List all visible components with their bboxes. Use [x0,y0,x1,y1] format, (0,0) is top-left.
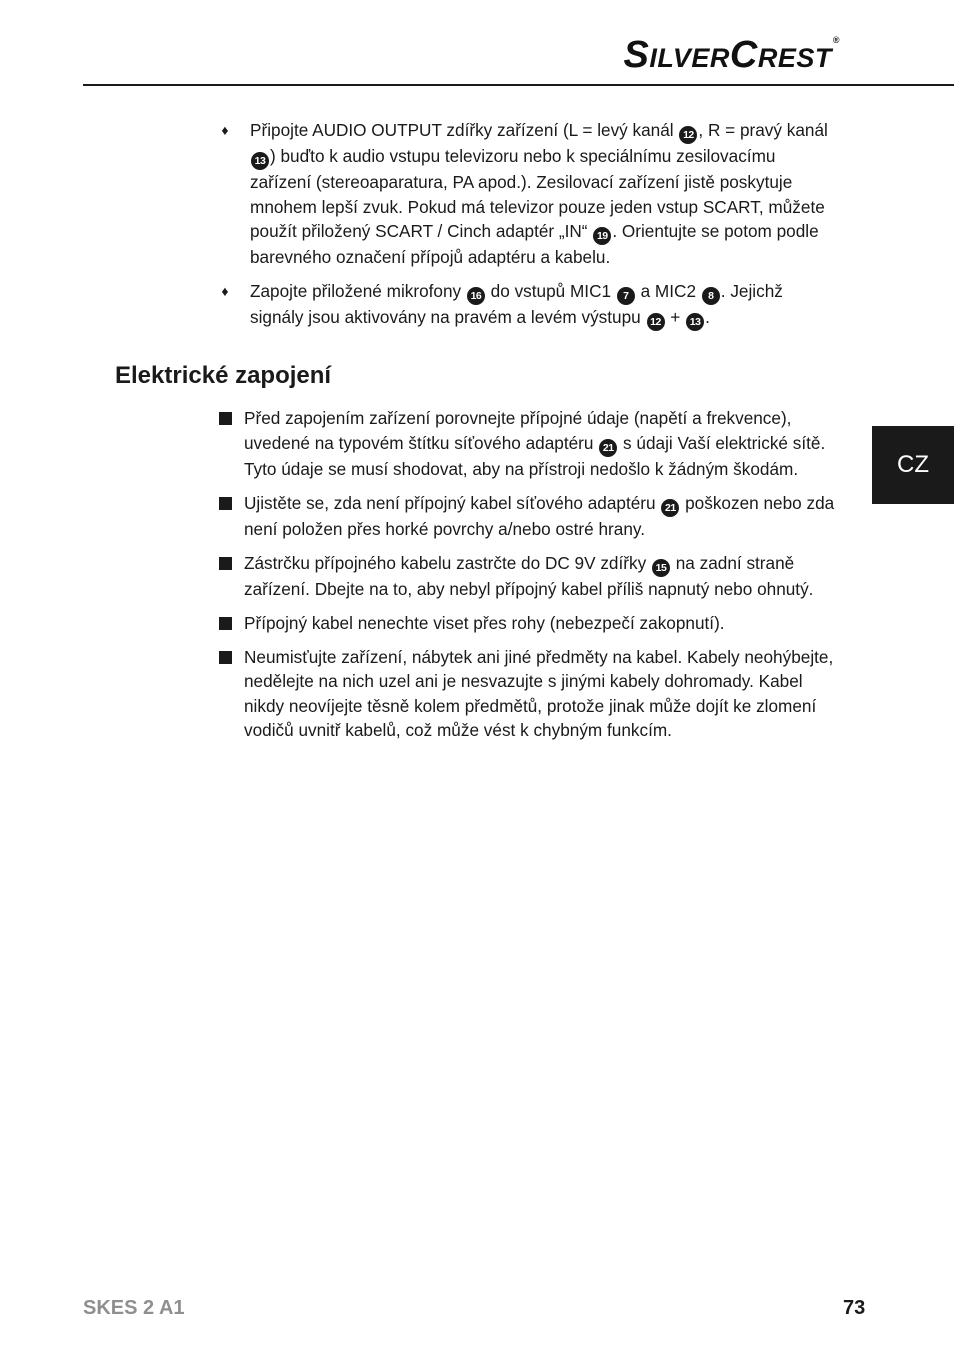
square-bullet-icon [219,497,232,510]
list-item [0,611,836,636]
text-run: + [665,307,686,327]
brand-logo [624,36,841,74]
diamond-bullet-icon: ♦ [221,122,229,138]
footer-model: SKES 2 A1 [83,1297,185,1319]
text-run: na zadní straně zařízení. Dbejte na to, aby nebyl přípojný kabel příliš napnutý nebo ohnutý. [244,552,814,599]
list-item [0,406,836,481]
text-run: do vstupů MIC1 [485,281,616,301]
text-run: s údaji Vaší elektrické sítě. Tyto údaje se musí shodovat, aby na přístroji nedošlo k žádným škodám. [244,432,826,479]
text-run: Připojte AUDIO OUTPUT zdířky zařízení (L = levý kanál [250,120,679,140]
text-run: . Jejichž signály jsou aktivovány na pravém a levém výstupu [250,281,783,327]
square-bullet-icon [219,557,232,570]
list-item [0,491,836,542]
text-run: , R = pravý kanál [698,120,828,140]
language-tab: CZ [872,426,954,504]
text-run: Zapojte přiložené mikrofony [250,281,466,301]
list-item [0,279,835,331]
text-run: Ujistěte se, zda není přípojný kabel síťového adaptéru [244,492,661,513]
brand-letters: REST [757,43,832,73]
callout-number: 21 [599,439,617,457]
text-run: ) buďto k audio vstupu televizoru nebo k speciálnímu zesilovacímu zařízení (stereoaparatura, PA apod.). Zesilovací zařízení jistě poskytuje mnohem lepší zvuk. Pokud má televizor pouze jeden vstup SCART, můžete použít přiložený SCART / Cinch adaptér „IN“ [250,146,825,241]
callout-number: 21 [661,499,679,517]
square-bullet-icon [219,651,232,664]
callout-number: 15 [652,559,670,577]
text-run: . Orientujte se potom podle barevného označení přípojů adaptéru a kabelu. [250,221,819,267]
text-run: Zástrčku přípojného kabelu zastrčte do DC 9V zdířky [244,552,651,573]
list-item [0,551,836,602]
brand-letter: C [729,34,758,76]
callout-number: 19 [593,227,611,245]
text-run: . [705,307,710,327]
callout-number: 13 [686,313,704,331]
text-run: a MIC2 [635,281,701,301]
list-item [0,118,835,270]
connection-list [0,118,835,341]
square-bullet-icon [219,412,232,425]
callout-number: 16 [467,287,485,305]
text-run: poškozen nebo zda není položen přes horké povrchy a/nebo ostré hrany. [244,492,835,539]
square-bullet-icon [219,617,232,630]
diamond-bullet-icon: ♦ [221,283,229,299]
registered-mark: ® [832,35,840,45]
safety-list [0,406,836,752]
list-item [0,645,836,743]
header-rule [83,84,954,86]
callout-number: 12 [647,313,665,331]
page-number: 73 [843,1297,866,1319]
callout-number: 8 [702,287,720,305]
section-heading: Elektrické zapojení [115,362,332,389]
brand-letters: ILVER [649,43,730,73]
brand-letter: S [623,34,650,76]
text-run: Před zapojením zařízení porovnejte přípojné údaje (napětí a frekvence), uvedené na typovém štítku síťového adaptéru [244,408,792,453]
text-run: Přípojný kabel nenechte viset přes rohy (nebezpečí zakopnutí). [244,612,725,633]
callout-number: 7 [617,287,635,305]
callout-number: 13 [251,152,269,170]
callout-number: 12 [679,126,697,144]
text-run: Neumisťujte zařízení, nábytek ani jiné předměty na kabel. Kabely neohýbejte, nedělejte na nich uzel ani je nesvazujte s jinými kabely dohromady. Kabel nikdy neovíjejte těsně kolem předmětů, protože jinak může dojít ke zlomení vodičů uvnitř kabelů, což může vést k chybným funkcím. [244,646,834,740]
